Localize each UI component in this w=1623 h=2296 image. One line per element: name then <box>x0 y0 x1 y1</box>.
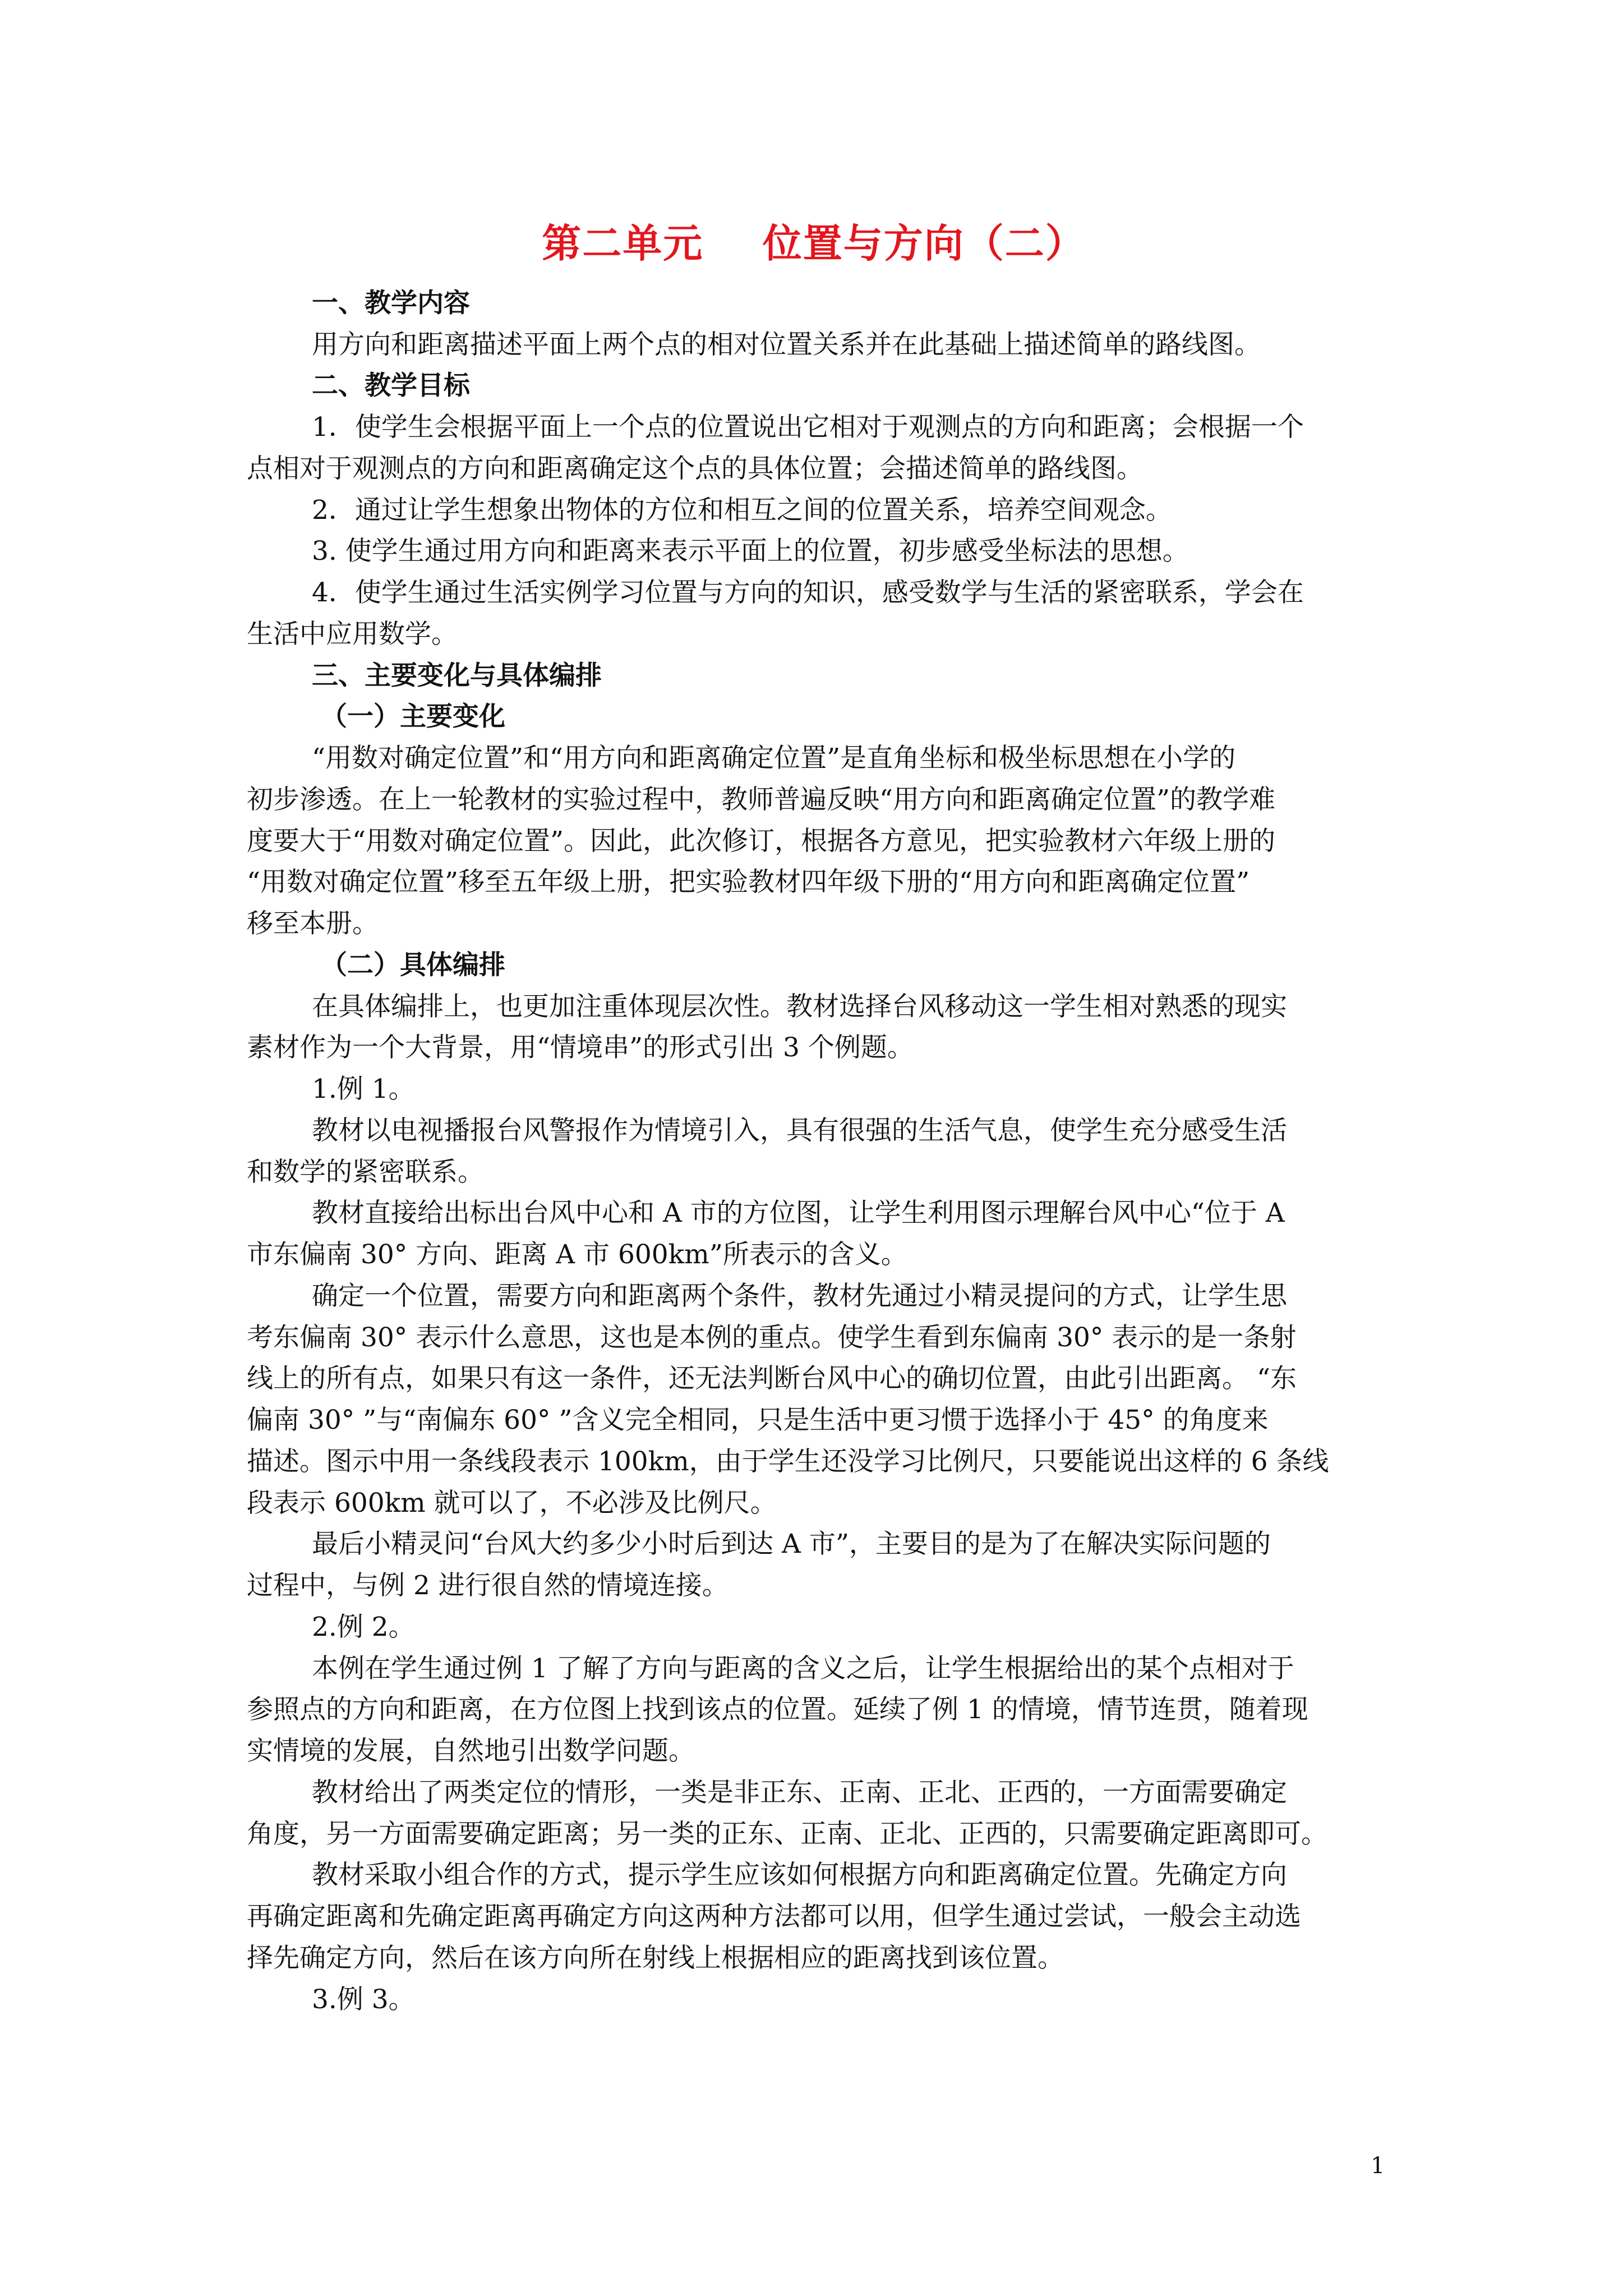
paragraph-line: 移至本册。 <box>247 908 379 939</box>
page-title: 第二单元 位置与方向（二） <box>542 220 1086 266</box>
paragraph-line: 教材给出了两类定位的情形，一类是非正东、正南、正北、正西的，一方面需要确定 <box>312 1777 1287 1808</box>
paragraph-line: 考东偏南 30° 表示什么意思，这也是本例的重点。使学生看到东偏南 30° 表示的是一条射 <box>247 1322 1297 1353</box>
paragraph-line: 度要大于“用数对确定位置”。因此，此次修订，根据各方意见，把实验教材六年级上册的 <box>247 826 1276 857</box>
subsection-heading-2: （二）具体编排 <box>321 950 505 981</box>
paragraph-line: 2．通过让学生想象出物体的方位和相互之间的位置关系，培养空间观念。 <box>312 495 1172 526</box>
paragraph-line: 教材直接给出标出台风中心和 A 市的方位图，让学生利用图示理解台风中心“位于 A <box>312 1198 1285 1228</box>
paragraph-line: 在具体编排上，也更加注重体现层次性。教材选择台风移动这一学生相对熟悉的现实 <box>312 991 1287 1022</box>
paragraph-line: 生活中应用数学。 <box>247 619 458 650</box>
paragraph-line: 角度，另一方面需要确定距离；另一类的正东、正南、正北、正西的，只需要确定距离即可。 <box>247 1819 1327 1849</box>
paragraph-line: 市东偏南 30° 方向、距离 A 市 600km”所表示的含义。 <box>247 1239 907 1270</box>
paragraph-line: “用数对确定位置”和“用方向和距离确定位置”是直角坐标和极坐标思想在小学的 <box>312 743 1236 774</box>
paragraph-line: 过程中，与例 2 进行很自然的情境连接。 <box>247 1570 728 1601</box>
example-heading-2: 2.例 2。 <box>312 1612 415 1642</box>
section-heading-2: 二、教学目标 <box>312 370 470 401</box>
paragraph-line: 本例在学生通过例 1 了解了方向与距离的含义之后，让学生根据给出的某个点相对于 <box>312 1653 1294 1684</box>
paragraph-line: 用方向和距离描述平面上两个点的相对位置关系并在此基础上描述简单的路线图。 <box>312 329 1261 360</box>
page-number: 1 <box>1371 2153 1385 2179</box>
paragraph-line: 初步渗透。在上一轮教材的实验过程中，教师普遍反映“用方向和距离确定位置”的教学难 <box>247 784 1276 815</box>
paragraph-line: 4．使学生通过生活实例学习位置与方向的知识，感受数学与生活的紧密联系，学会在 <box>312 577 1304 608</box>
paragraph-line: 确定一个位置，需要方向和距离两个条件，教材先通过小精灵提问的方式，让学生思 <box>312 1281 1287 1312</box>
paragraph-line: 3. 使学生通过用方向和距离来表示平面上的位置，初步感受坐标法的思想。 <box>312 536 1189 567</box>
paragraph-line: 素材作为一个大背景，用“情境串”的形式引出 3 个例题。 <box>247 1032 914 1063</box>
paragraph-line: 段表示 600km 就可以了，不必涉及比例尺。 <box>247 1488 777 1519</box>
paragraph-line: 实情境的发展，自然地引出数学问题。 <box>247 1736 695 1766</box>
example-heading-1: 1.例 1。 <box>312 1074 415 1105</box>
paragraph-line: “用数对确定位置”移至五年级上册，把实验教材四年级下册的“用方向和距离确定位置” <box>247 867 1250 898</box>
paragraph-line: 1．使学生会根据平面上一个点的位置说出它相对于观测点的方向和距离；会根据一个 <box>312 412 1304 443</box>
example-heading-3: 3.例 3。 <box>312 1984 415 2015</box>
paragraph-line: 教材以电视播报台风警报作为情境引入，具有很强的生活气息，使学生充分感受生活 <box>312 1115 1287 1146</box>
paragraph-line: 偏南 30° ”与“南偏东 60° ”含义完全相同，只是生活中更习惯于选择小于 45° 的角度来 <box>247 1405 1269 1435</box>
paragraph-line: 参照点的方向和距离，在方位图上找到该点的位置。延续了例 1 的情境，情节连贯，随着现 <box>247 1694 1308 1725</box>
section-heading-1: 一、教学内容 <box>312 288 470 319</box>
paragraph-line: 和数学的紧密联系。 <box>247 1157 484 1188</box>
paragraph-line: 择先确定方向，然后在该方向所在射线上根据相应的距离找到该位置。 <box>247 1943 1064 1973</box>
paragraph-line: 描述。图示中用一条线段表示 100km，由于学生还没学习比例尺，只要能说出这样的 6 条线 <box>247 1446 1329 1477</box>
paragraph-line: 线上的所有点，如果只有这一条件，还无法判断台风中心的确切位置，由此引出距离。 “东 <box>247 1363 1297 1394</box>
paragraph-line: 教材采取小组合作的方式，提示学生应该如何根据方向和距离确定位置。先确定方向 <box>312 1860 1287 1890</box>
section-heading-3: 三、主要变化与具体编排 <box>312 660 602 691</box>
paragraph-line: 点相对于观测点的方向和距离确定这个点的具体位置；会描述简单的路线图。 <box>247 453 1143 484</box>
paragraph-line: 再确定距离和先确定距离再确定方向这两种方法都可以用，但学生通过尝试，一般会主动选 <box>247 1901 1301 1932</box>
paragraph-line: 最后小精灵问“台风大约多少小时后到达 A 市”，主要目的是为了在解决实际问题的 <box>312 1529 1271 1559</box>
subsection-heading-1: （一）主要变化 <box>321 701 505 732</box>
